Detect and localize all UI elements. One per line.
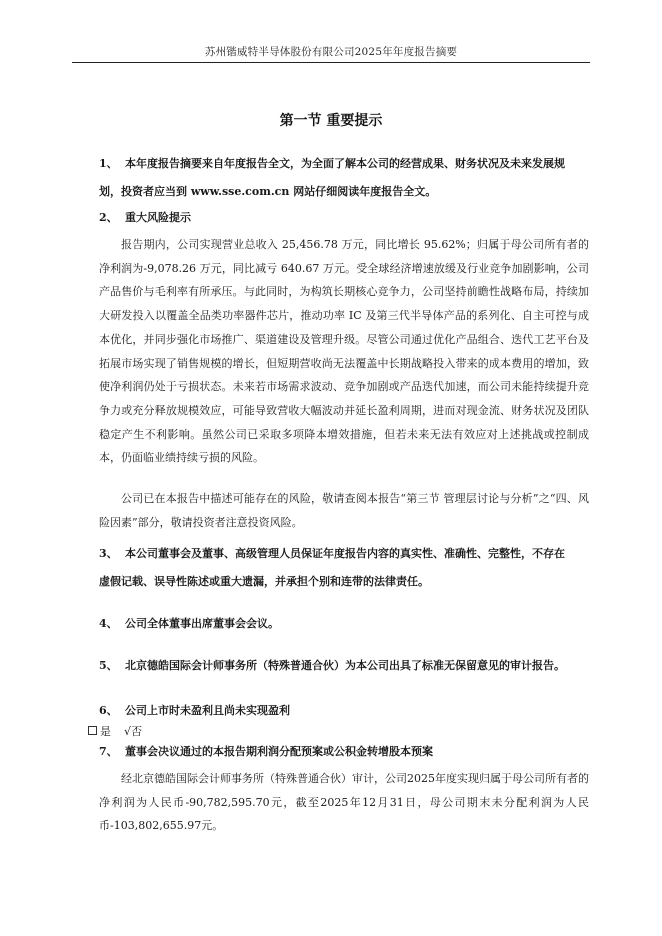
item-6 bbox=[99, 697, 589, 725]
item-1-line1 bbox=[99, 150, 589, 178]
item-5-text: 北京德皓国际会计师事务所（特殊普通合伙）为本公司出具了标准无保留意见的审计报告。 bbox=[125, 659, 565, 672]
header-divider bbox=[72, 62, 590, 63]
item-2-title: 重大风险提示 bbox=[125, 211, 191, 224]
item-7-title: 董事会决议通过的本报告期利润分配预案或公积金转增股本预案 bbox=[125, 745, 433, 758]
item-3-text: 本公司董事会及董事、高级管理人员保证年度报告内容的真实性、准确性、完整性，不存在 bbox=[125, 547, 565, 560]
item-2-paragraph-1: 报告期内，公司实现营业总收入 25,456.78 万元，同比增长 95.62%；归属于母公司所有者的净利润为-9,078.26 万元，同比减亏 640.67 万元。受全球经济增速放缓及行业竞争加剧影响，公司产品售价与毛利率有所承压。与此同时，为构筑长期核心竞争力，公司坚持前瞻性战略布局，持续加大研发投入以覆盖全品类功率器件芯片，推动功率 IC 及第三代半导体产品的系列化、自主可控与成本优化，并同步强化市场推广、渠道建设及管理升级。尽管公司通过优化产品组合、迭代工艺平台及拓展市场实现了销售规模的增长，但短期营收尚无法覆盖中长期战略投入带来的成本费用的增加，致使净利润仍处于亏损状态。未来若市场需求波动、竞争加剧或产品迭代加速，而公司未能持续提升竞争力或充分释放规模效应，可能导致营收大幅波动并延长盈利周期，进而对现金流、财务状况及团队稳定产生不利影响。虽然公司已采取多项降本增效措施，但若未来无法有效应对上述挑战或控制成本，仍面临业绩持续亏损的风险。 bbox=[99, 238, 589, 465]
item-7-paragraph: 经北京德皓国际会计师事务所（特殊普通合伙）审计，公司2025年度实现归属于母公司所有者的净利润为人民币-90,782,595.70元，截至2025年12月31日，母公司期末未分配利润为人民币-103,802,655.97元。 bbox=[99, 772, 589, 833]
item-6-number: 6、 bbox=[99, 704, 118, 717]
item-2-number: 2、 bbox=[99, 211, 118, 224]
item-3-line1 bbox=[99, 540, 589, 568]
option-no-label: 否 bbox=[131, 725, 143, 738]
item-5 bbox=[99, 652, 589, 680]
item-3-number: 3、 bbox=[99, 547, 118, 560]
item-1-line2: 划，投资者应当到 www.sse.com.cn 网站仔细阅读年度报告全文。 bbox=[99, 185, 437, 198]
item-7-number: 7、 bbox=[99, 745, 118, 758]
item-1 bbox=[99, 150, 589, 206]
item-1-number: 1、 bbox=[99, 157, 118, 170]
item-2-heading bbox=[99, 204, 589, 232]
option-yes-label: 是 bbox=[100, 725, 111, 738]
item-4 bbox=[99, 610, 589, 638]
checkbox-yes[interactable] bbox=[88, 726, 97, 735]
section-title: 第一节 重要提示 bbox=[279, 113, 383, 129]
item-4-number: 4、 bbox=[99, 617, 118, 630]
item-4-text: 公司全体董事出席董事会会议。 bbox=[125, 617, 279, 630]
item-3 bbox=[99, 540, 589, 596]
item-7-heading bbox=[99, 738, 589, 766]
item-3-line2: 虚假记载、误导性陈述或重大遗漏，并承担个别和连带的法律责任。 bbox=[99, 575, 429, 588]
item-2-paragraph-2: 公司已在本报告中描述可能存在的风险，敬请查阅本报告“第三节 管理层讨论与分析”之“四、风险因素”部分，敬请投资者注意投资风险。 bbox=[99, 492, 589, 529]
check-mark-icon: √ bbox=[124, 725, 132, 738]
item-5-number: 5、 bbox=[99, 659, 118, 672]
page-header-title: 苏州锴威特半导体股份有限公司2025年年度报告摘要 bbox=[204, 46, 458, 58]
item-1-text: 本年度报告摘要来自年度报告全文，为全面了解本公司的经营成果、财务状况及未来发展规 bbox=[125, 157, 565, 170]
item-6-text: 公司上市时未盈利且尚未实现盈利 bbox=[125, 704, 290, 717]
